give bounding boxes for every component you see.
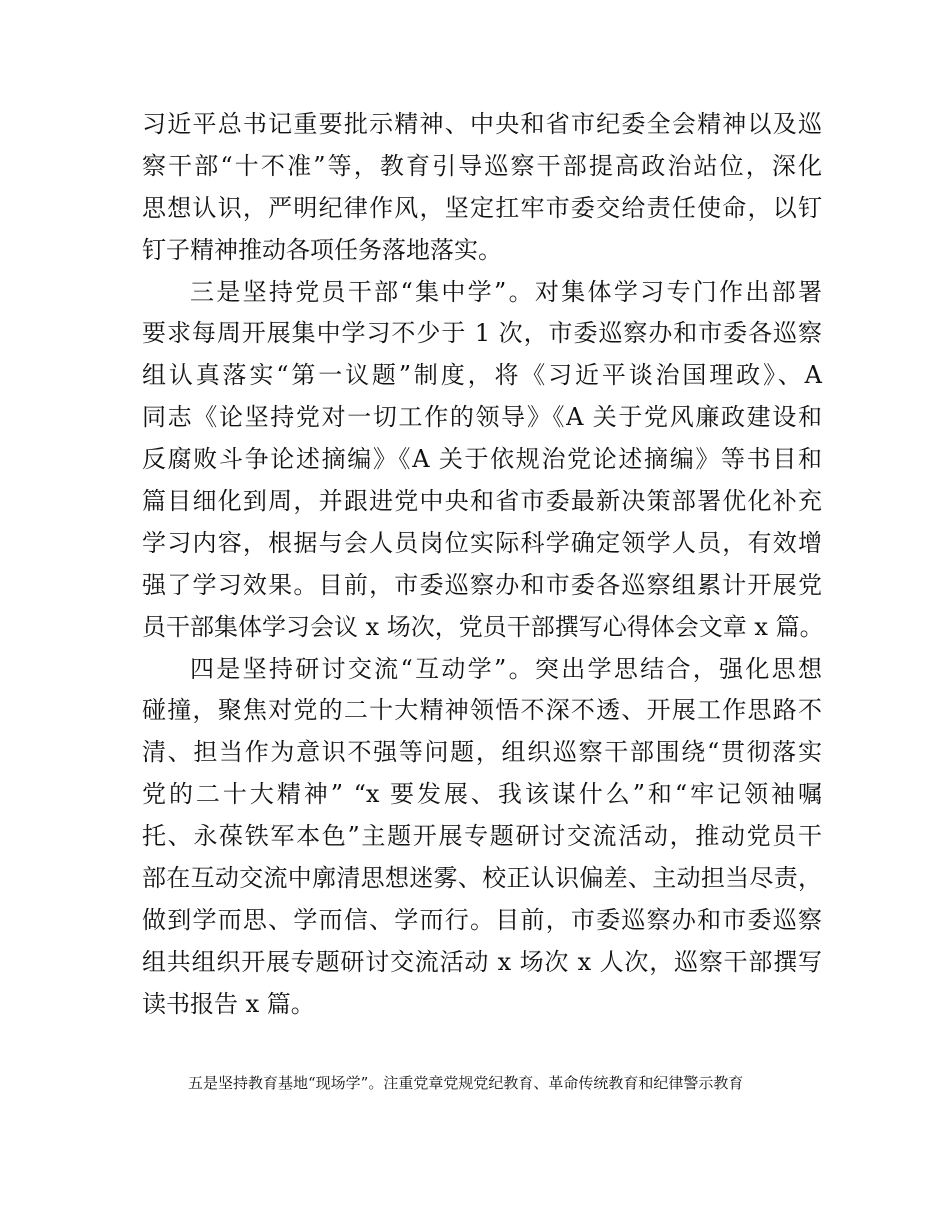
text-line: 要求每周开展集中学习不少于 1 次，市委巡察办和市委各巡察 xyxy=(142,319,822,348)
text-line: 学习内容，根据与会人员岗位实际科学确定领学人员，有效增 xyxy=(142,528,822,557)
text-line: 党的二十大精神” “x 要发展、我该谋什么”和“牢记领袖嘱 xyxy=(142,780,822,809)
text-line: 托、永葆铁军本色”主题开展专题研讨交流活动，推动党员干 xyxy=(142,822,822,851)
text-line: 三是坚持党员干部“集中学”。对集体学习专门作出部署 xyxy=(190,277,822,306)
footer-paragraph: 五是坚持教育基地“现场学”。注重党章党规党纪教育、革命传统教育和纪律警示教育 xyxy=(188,1074,744,1092)
text-line: 组认真落实“第一议题”制度，将《习近平谈治国理政》、A xyxy=(142,361,822,390)
text-line: 读书报告 x 篇。 xyxy=(142,989,315,1018)
text-line: 反腐败斗争论述摘编》《A 关于依规治党论述摘编》等书目和 xyxy=(142,445,822,474)
text-line: 部在互动交流中廓清思想迷雾、校正认识偏差、主动担当尽责， xyxy=(142,864,822,893)
text-line: 同志《论坚持党对一切工作的领导》《A 关于党风廉政建设和 xyxy=(142,403,822,432)
text-line: 组共组织开展专题研讨交流活动 x 场次 x 人次，巡察干部撰写 xyxy=(142,947,822,976)
text-line: 习近平总书记重要批示精神、中央和省市纪委全会精神以及巡 xyxy=(142,110,822,138)
paragraph-3 xyxy=(142,649,822,1026)
text-line: 篇目细化到周，并跟进党中央和省市委最新决策部署优化补充 xyxy=(142,487,822,516)
text-line: 碰撞，聚焦对党的二十大精神领悟不深不透、开展工作思路不 xyxy=(142,696,822,725)
text-line: 员干部集体学习会议 x 场次，党员干部撰写心得体会文章 x 篇。 xyxy=(142,612,824,641)
text-line: 清、担当作为意识不强等问题，组织巡察干部围绕“贯彻落实 xyxy=(142,738,822,767)
text-line: 察干部“十不准”等，教育引导巡察干部提高政治站位，深化 xyxy=(142,151,822,180)
text-line: 四是坚持研讨交流“互动学”。突出学思结合，强化思想 xyxy=(190,654,822,683)
text-line: 思想认识，严明纪律作风，坚定扛牢市委交给责任使命，以钉 xyxy=(142,193,822,222)
paragraph-2 xyxy=(142,272,822,649)
paragraph-1 xyxy=(142,104,822,272)
text-line: 钉子精神推动各项任务落地落实。 xyxy=(142,235,502,264)
text-line: 强了学习效果。目前，市委巡察办和市委各巡察组累计开展党 xyxy=(142,570,822,599)
text-line: 做到学而思、学而信、学而行。目前，市委巡察办和市委巡察 xyxy=(142,905,822,934)
document-body xyxy=(142,104,822,1026)
